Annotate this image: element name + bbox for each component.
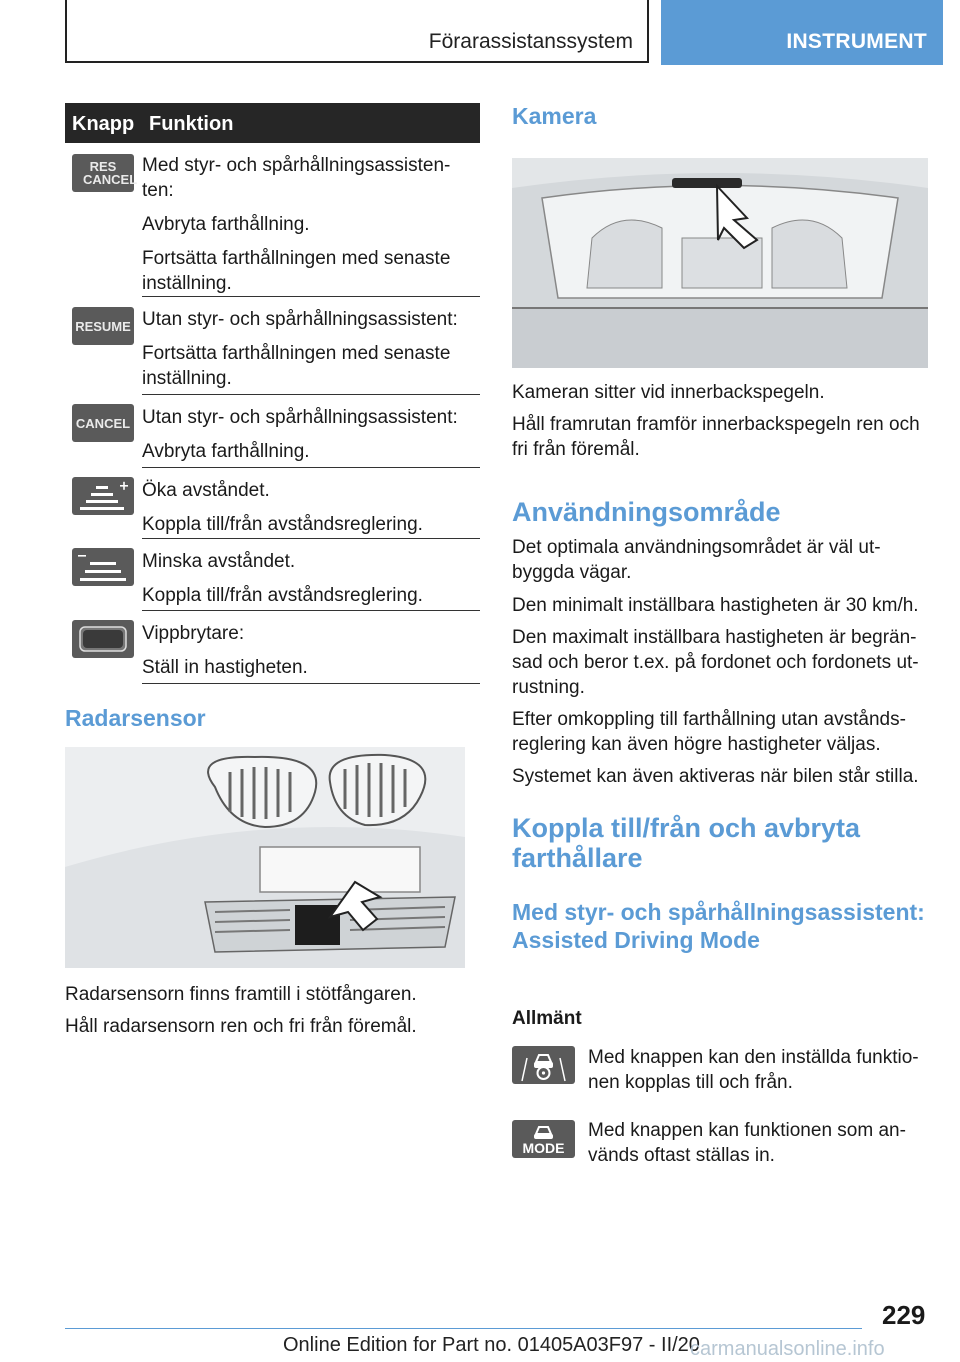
increase-distance-icon bbox=[72, 477, 134, 515]
footer-edition: Online Edition for Part no. 01405A03F97 - II/20 bbox=[283, 1334, 700, 1356]
assisted-driving-icon bbox=[512, 1046, 575, 1084]
table-col-knapp: Knapp bbox=[72, 113, 135, 135]
row-text: Avbryta farthållning. bbox=[142, 214, 310, 235]
radar-text-1: Radarsensorn finns framtill i stötfångaren. bbox=[65, 984, 417, 1005]
button-function-table bbox=[65, 103, 480, 684]
general-heading: Allmänt bbox=[512, 1008, 582, 1029]
usage-text-1: Det optimala användningsområdet är väl ut-byggda vägar. bbox=[512, 537, 881, 583]
row-text: Utan styr- och spårhållningsassistent: bbox=[142, 407, 458, 428]
row-text: Minska avståndet. bbox=[142, 551, 296, 572]
usage-heading: Användningsområde bbox=[512, 497, 781, 527]
table-row bbox=[75, 297, 480, 395]
toggle-heading: Koppla till/från och avbryta farthållare bbox=[512, 813, 861, 873]
radar-sensor-illustration bbox=[65, 747, 465, 968]
row-text: Koppla till/från avståndsreglering. bbox=[142, 514, 423, 535]
mode-text: Med knappen kan funktionen som an-vänds oftast ställas in. bbox=[588, 1120, 906, 1166]
assisted-driving-button bbox=[512, 1046, 575, 1084]
header-section-title: Förarassistanssystem bbox=[428, 30, 633, 53]
rocker-switch-icon bbox=[72, 620, 134, 658]
table-row bbox=[83, 143, 480, 297]
usage-text-4: Efter omkoppling till farthållning utan avstånds-reglering kan även högre hastigheter väljas. bbox=[512, 709, 906, 755]
camera-heading: Kamera bbox=[512, 103, 597, 129]
header-section-box bbox=[65, 0, 649, 63]
table-col-funktion: Funktion bbox=[149, 113, 234, 135]
row-text: Öka avståndet. bbox=[142, 480, 270, 501]
decrease-distance-icon bbox=[72, 548, 134, 586]
row-text: Fortsätta farthållningen med senaste inställning. bbox=[142, 343, 451, 389]
row-text: Med styr- och spårhållningsassisten-ten: bbox=[142, 155, 451, 201]
decrease-distance-button-icon bbox=[72, 548, 134, 586]
footer-divider bbox=[65, 1328, 862, 1329]
radar-text-2: Håll radarsensorn ren och fri från föremål. bbox=[65, 1016, 417, 1037]
footer-watermark: carmanualsonline.info bbox=[690, 1338, 885, 1360]
resume-button-icon: RESUME bbox=[72, 307, 134, 345]
header-chapter-tab bbox=[661, 0, 943, 65]
usage-text-3: Den maximalt inställbara hastigheten är begrän-sad och beror t.ex. på fordonet och fordonets ut-rustning. bbox=[512, 627, 919, 698]
row-text: Avbryta farthållning. bbox=[142, 441, 310, 462]
row-text: Koppla till/från avståndsreglering. bbox=[142, 585, 423, 606]
row-text: Fortsätta farthållningen med senaste inställning. bbox=[142, 248, 451, 294]
table-row bbox=[142, 611, 480, 684]
row-text: Ställ in hastigheten. bbox=[142, 657, 308, 678]
row-text: Utan styr- och spårhållningsassistent: bbox=[142, 309, 458, 330]
page-number: 229 bbox=[882, 1300, 926, 1330]
toggle-subheading: Med styr- och spårhållningsassistent: Assisted Driving Mode bbox=[512, 899, 925, 953]
table-row bbox=[75, 395, 480, 468]
header-chapter-title: INSTRUMENT bbox=[786, 30, 927, 53]
assisted-driving-text: Med knappen kan den inställda funktio-nen kopplas till och från. bbox=[588, 1047, 919, 1093]
mode-label: MODE bbox=[522, 1140, 565, 1156]
camera-image bbox=[512, 158, 928, 368]
camera-illustration bbox=[512, 158, 928, 368]
usage-text-2: Den minimalt inställbara hastigheten är 30 km/h. bbox=[512, 595, 919, 616]
increase-distance-button-icon bbox=[72, 477, 134, 515]
rocker-switch-shape bbox=[72, 620, 134, 658]
radar-heading: Radarsensor bbox=[65, 705, 206, 731]
row-text: Vippbrytare: bbox=[142, 623, 245, 644]
res-cancel-button-icon: RES CANCEL bbox=[72, 154, 134, 192]
table-row bbox=[142, 468, 480, 539]
table-header bbox=[65, 103, 480, 143]
camera-text-1: Kameran sitter vid innerbackspegeln. bbox=[512, 382, 825, 403]
table-row bbox=[142, 539, 480, 611]
cancel-button-icon: CANCEL bbox=[72, 404, 134, 442]
mode-car-icon bbox=[512, 1120, 575, 1140]
radar-sensor-image bbox=[65, 747, 465, 968]
usage-text-5: Systemet kan även aktiveras när bilen står stilla. bbox=[512, 766, 919, 787]
mode-button bbox=[512, 1120, 575, 1158]
camera-text-2: Håll framrutan framför innerbackspegeln ren och fri från föremål. bbox=[512, 414, 920, 460]
